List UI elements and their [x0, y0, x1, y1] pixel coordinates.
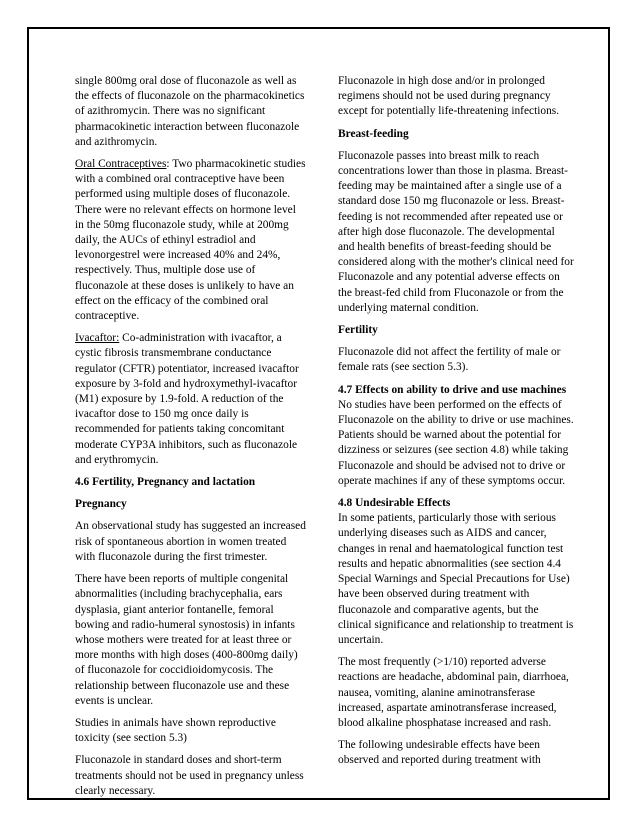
oral-contraceptives-text: : Two pharmacokinetic studies with a combined oral contraceptive have been performed using multiple doses of fluconazole. There were no relevant effects on hormone level in the 50mg fluconazole study, while at 200mg daily, the AUCs of ethinyl estradiol and levonorgestrel were increased 40% and 24%, respectively. Thus, multiple dose use of fluconazole at these doses is unlikely to have an effect on the efficacy of the combined oral contraceptive.	[75, 158, 306, 323]
breast-feeding-paragraph: Fluconazole passes into breast milk to reach concentrations lower than those in plasma. Breast- feeding may be maintained after a single use of a standard dose 150 mg fluconazole or less. Breast- feeding is not recommended after repeated use or after high dose fluconazole. The developmental and health benefits of breast-feeding should be considered along with the mother's clinical need for Fluconazole and any potential adverse effects on the breast-fed child from Fluconazole or from the underlying maternal condition.	[338, 149, 574, 314]
left-column	[75, 74, 307, 806]
undesirable-effects-paragraph-1: In some patients, particularly those with serious underlying diseases such as AIDS and cancer, changes in renal and haematological function test results and hepatic abnormalities (see section 4.4 Special Warnings and Special Precautions for Use) have been observed during treatment with fluconazole and comparative agents, but the clinical significance and relationship to treatment is uncertain.	[338, 512, 574, 646]
fertility-paragraph: Fluconazole did not affect the fertility of male or female rats (see section 5.3).	[338, 346, 561, 374]
azithromycin-paragraph: single 800mg oral dose of fluconazole as well as the effects of fluconazole on the pharmacokinetics of azithromycin. There was no significant pharmacokinetic interaction between fluconazole and azithromycin.	[75, 75, 305, 148]
ivacaftor-paragraph	[75, 331, 307, 468]
breast-feeding-heading: Breast-feeding	[338, 127, 409, 140]
driving-paragraph: No studies have been performed on the effects of Fluconazole on the ability to drive or use machines. Patients should be warned about the potential for dizziness or seizures (see section 4.8) while taking Fluconazole and should be advised not to drive or operate machines if any of these symptoms occur.	[338, 398, 574, 487]
ivacaftor-text: Co-administration with ivacaftor, a cystic fibrosis transmembrane conductance regulator (CFTR) potentiator, increased ivacaftor exposure by 3-fold and hydroxymethyl-ivacaftor (M1) exposure by 1.9-fold. A reduction of the ivacaftor dose to 150 mg once daily is recommended for patients taking concomitant moderate CYP3A inhibitors, such as fluconazole and erythromycin.	[75, 332, 299, 466]
oral-contraceptives-label: Oral Contraceptives	[75, 158, 167, 171]
undesirable-effects-paragraph-3: The following undesirable effects have been observed and reported during treatment with	[338, 739, 541, 767]
pregnancy-paragraph-2: There have been reports of multiple congenital abnormalities (including brachycephalia, ears dysplasia, giant anterior fontanelle, femoral bowing and radio-humeral synostosis) in infants whose mothers were treated for at least three or more months with high doses (400-800mg daily) of fluconazole for coccidioidomycosis. The relationship between fluconazole use and these events is unclear.	[75, 573, 298, 707]
ivacaftor-label: Ivacaftor:	[75, 332, 120, 345]
undesirable-effects-paragraph-2: The most frequently (>1/10) reported adverse reactions are headache, abdominal pain, diarrhoea, nausea, vomiting, alanine aminotransferase increased, aspartate aminotransferase increased, blood alkaline phosphatase increased and rash.	[338, 656, 569, 729]
pregnancy-paragraph-4: Fluconazole in standard doses and short-term treatments should not be used in pregnancy unless clearly necessary.	[75, 754, 304, 797]
right-column	[338, 74, 574, 776]
oral-contraceptives-paragraph	[75, 157, 307, 324]
section-4-6-heading: 4.6 Fertility, Pregnancy and lactation	[75, 476, 256, 489]
pregnancy-heading: Pregnancy	[75, 498, 127, 511]
pregnancy-paragraph-3: Studies in animals have shown reproductive toxicity (see section 5.3)	[75, 716, 276, 745]
pregnancy-paragraph-1: An observational study has suggested an increased risk of spontaneous abortion in women treated with fluconazole during the first trimester.	[75, 520, 306, 563]
fertility-heading: Fertility	[338, 324, 378, 337]
section-4-8-heading: 4.8 Undesirable Effects	[338, 497, 451, 510]
high-dose-paragraph: Fluconazole in high dose and/or in prolonged regimens should not be used during pregnancy except for potentially life-threatening infections.	[338, 75, 560, 118]
section-4-7-heading: 4.7 Effects on ability to drive and use machines	[338, 383, 567, 396]
